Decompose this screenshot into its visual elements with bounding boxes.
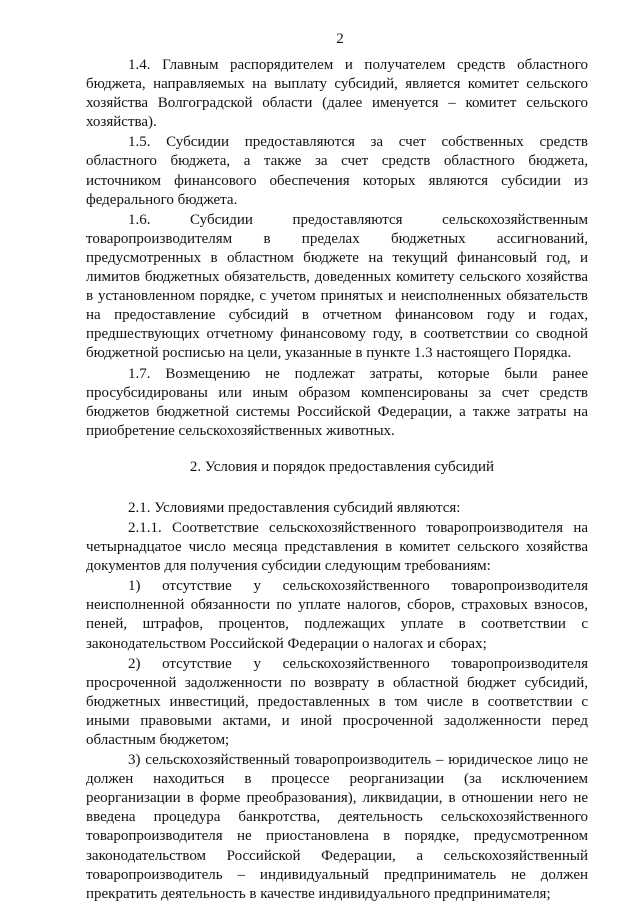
- section-title: 2. Условия и порядок предоставления субсидий: [189, 458, 495, 475]
- list-item-1: 1) отсутствие у сельскохозяйственного товаропроизводителя неисполненной обязанности по уплате налогов, сборов, страховых взносов, пеней, штрафов, процентов, подлежащих уплате в соответствии с законодательством Российской Федерации о налогах и сборах;: [86, 578, 588, 652]
- list-item-2: 2) отсутствие у сельскохозяйственного товаропроизводителя просроченной задолженности по возврату в областной бюджет субсидий, бюджетных инвестиций, предоставленных в том числе в соответствии с иными правовыми актами, и иной просроченной задолженности перед областным бюджетом;: [86, 655, 588, 748]
- paragraph-1-4: 1.4. Главным распорядителем и получателем средств областного бюджета, направляемых на выплату субсидий, является комитет сельского хозяйства Волгоградской области (далее именуется – комитет сельского хозяйства).: [86, 57, 588, 131]
- paragraph-1-7: 1.7. Возмещению не подлежат затраты, которые были ранее просубсидированы или иным образом компенсированы за счет средств бюджетов бюджетной системы Российской Федерации, а также затраты на приобретение сельскохозяйственных животных.: [86, 365, 588, 439]
- paragraph-1-5: 1.5. Субсидии предоставляются за счет собственных средств областного бюджета, а также за счет средств областного бюджета, источником финансового обеспечения которых являются субсидии из федерального бюджета.: [86, 134, 588, 208]
- list-item-3: 3) сельскохозяйственный товаропроизводитель – юридическое лицо не должен находиться в процессе реорганизации (за исключением реорганизации в форме преобразования), ликвидации, в отношении него не введена процедура банкротства, деятельность сельскохозяйственного товаропроизводителя не приостановлена в порядке, предусмотренном законодательством Российской Федерации, а сельскохозяйственный товаропроизводитель – индивидуальный предприниматель не должен прекратить деятельность в качестве индивидуального предпринимателя;: [86, 752, 588, 902]
- paragraph-2-1: 2.1. Условиями предоставления субсидий являются:: [128, 499, 461, 516]
- paragraph-1-6: 1.6. Субсидии предоставляются сельскохозяйственным товаропроизводителям в пределах бюджетных ассигнований, предусмотренных в областном бюджете на текущий финансовый год, и лимитов бюджетных обязательств, доведенных комитету сельского хозяйства в установленном порядке, с учетом принятых и неисполненных обязательств на предоставление субсидий в отчетном финансовом году и годах, предшествующих отчетному финансовому году, в соответствии со сводной бюджетной росписью на цели, указанные в пункте 1.3 настоящего Порядка.: [86, 211, 588, 362]
- paragraph-2-1-1: 2.1.1. Соответствие сельскохозяйственного товаропроизводителя на четырнадцатое число месяца представления в комитет сельского хозяйства документов для получения субсидии следующим требованиям:: [86, 519, 588, 575]
- page-number: 2: [336, 31, 344, 47]
